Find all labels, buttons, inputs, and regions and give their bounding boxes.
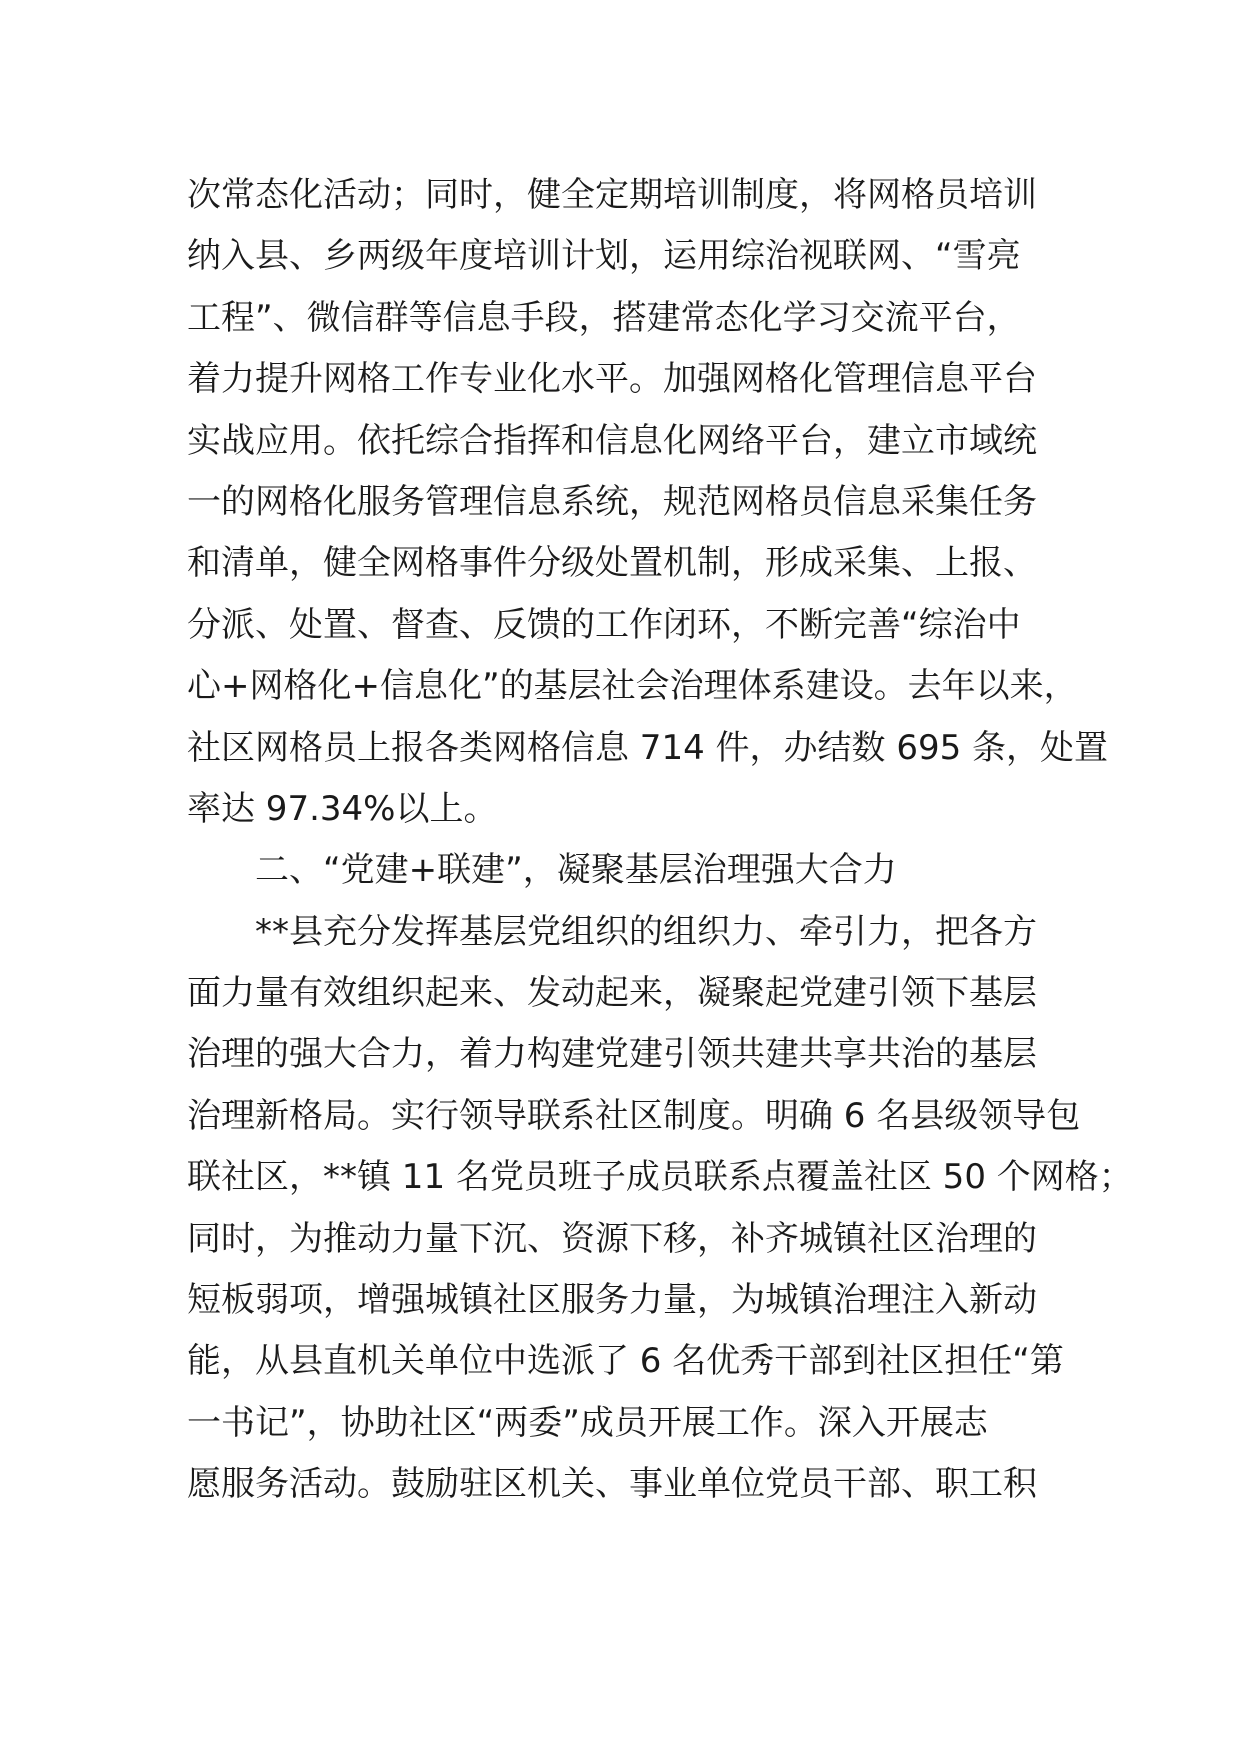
text-line: 纳入县、乡两级年度培训计划，运用综治视联网、“雪亮 (187, 236, 1021, 277)
text-line: 治理的强大合力，着力构建党建引领共建共享共治的基层 (187, 1034, 1037, 1075)
document-body (187, 165, 1133, 1516)
text-line: 社区网格员上报各类网格信息 714 件，办结数 695 条，处置 (187, 727, 1109, 768)
text-line: 能，从县直机关单位中选派了 6 名优秀干部到社区担任“第 (187, 1341, 1064, 1382)
text-line: 愿服务活动。鼓励驻区机关、事业单位党员干部、职工积 (187, 1464, 1037, 1505)
text-line: 治理新格局。实行领导联系社区制度。明确 6 名县级领导包 (187, 1095, 1081, 1136)
text-line: 着力提升网格工作专业化水平。加强网格化管理信息平台 (187, 359, 1037, 400)
text-line: 同时，为推动力量下沉、资源下移，补齐城镇社区治理的 (187, 1218, 1037, 1259)
text-line: 一书记”，协助社区“两委”成员开展工作。深入开展志 (187, 1402, 988, 1443)
text-line: 心+网格化+信息化”的基层社会治理体系建设。去年以来， (187, 666, 1078, 707)
text-line: 和清单，健全网格事件分级处置机制，形成采集、上报、 (187, 543, 1037, 584)
text-line: 率达 97.34%以上。 (187, 788, 498, 829)
text-line: 面力量有效组织起来、发动起来，凝聚起党建引领下基层 (187, 973, 1037, 1014)
text-line: 联社区，**镇 11 名党员班子成员联系点覆盖社区 50 个网格； (187, 1157, 1133, 1198)
text-line: 工程”、微信群等信息手段，搭建常态化学习交流平台， (187, 297, 1021, 338)
section-heading: 二、“党建+联建”，凝聚基层治理强大合力 (255, 850, 897, 891)
text-line: 分派、处置、督查、反馈的工作闭环，不断完善“综治中 (187, 604, 1021, 645)
text-line: 短板弱项，增强城镇社区服务力量，为城镇治理注入新动 (187, 1280, 1037, 1321)
text-line: 次常态化活动；同时，健全定期培训制度，将网格员培训 (187, 175, 1037, 215)
text-line: 一的网格化服务管理信息系统，规范网格员信息采集任务 (187, 481, 1037, 522)
paragraph-first-line: **县充分发挥基层党组织的组织力、牵引力，把各方 (255, 911, 1037, 952)
text-line: 实战应用。依托综合指挥和信息化网络平台，建立市域统 (187, 420, 1037, 461)
